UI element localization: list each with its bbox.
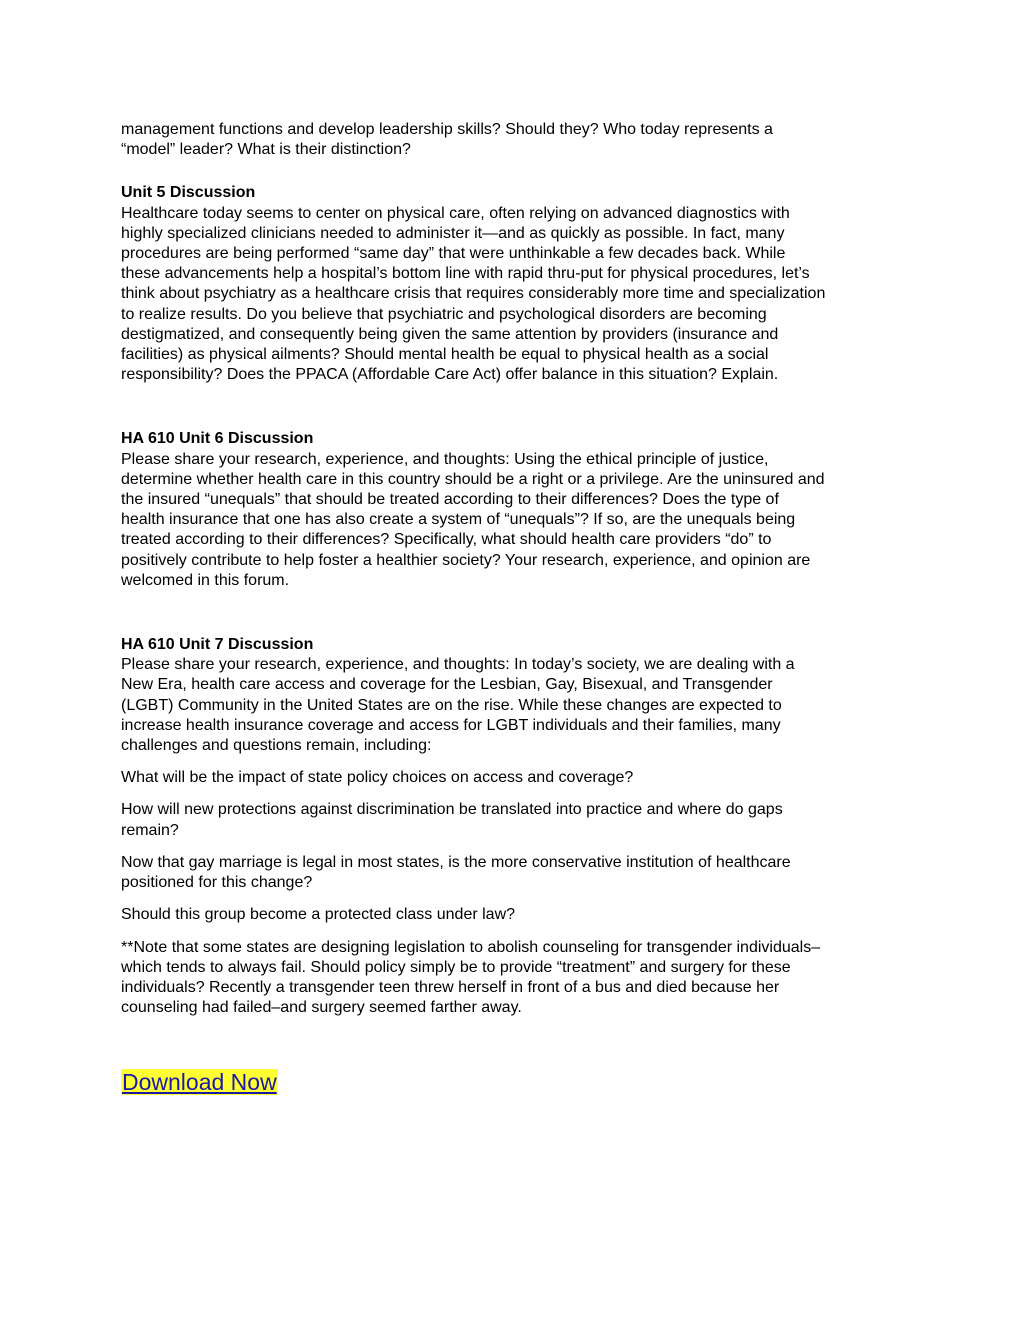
unit6-body: Please share your research, experience, and thoughts: Using the ethical principle of justice, determine whether health care in this country should be a right or a privilege. Are the uninsured and the insured “unequals” that should be treated according to their differences? Does the type of health insurance that one has also create a system of “unequals”? If so, are the unequals being treated according to their differences? Specifically, what should health care providers “do” to positively contribute to help foster a healthier society? Your research, experience, and opinion are welcomed in this forum. <box>121 450 825 589</box>
download-now-link[interactable]: Download Now <box>122 1069 277 1096</box>
unit7-section <box>121 635 911 1018</box>
unit7-question-3: Now that gay marriage is legal in most states, is the more conservative institution of healthcare positioned for this change? <box>121 853 791 892</box>
unit7-note: **Note that some states are designing legislation to abolish counseling for transgender individuals– which tends to always fail. Should policy simply be to provide “treatment” and surgery for these individuals? Recently a transgender teen threw herself in front of a bus and died because her counseling had failed–and surgery seemed farther away. <box>121 938 821 1017</box>
document-page <box>121 120 911 1096</box>
unit5-section <box>121 183 911 385</box>
unit5-heading: Unit 5 Discussion <box>121 184 256 202</box>
unit7-heading: HA 610 Unit 7 Discussion <box>121 636 314 654</box>
unit5-body: Healthcare today seems to center on physical care, often relying on advanced diagnostics with highly specialized clinicians needed to administer it—and as quickly as possible. In fact, many procedures are being performed “same day” that were unthinkable a few decades back. While these advancements help a hospital’s bottom line with rapid thru-put for physical procedures, let’s think about psychiatry as a healthcare crisis that requires considerably more time and specialization to realize results. Do you believe that psychiatric and psychological disorders are becoming destigmatized, and consequently being given the same attention by providers (insurance and facilities) as physical ailments? Should mental health be equal to physical health as a social responsibility? Does the PPACA (Affordable Care Act) offer balance in this situation? Explain. <box>121 204 826 384</box>
unit7-question-1: What will be the impact of state policy choices on access and coverage? <box>121 769 634 787</box>
intro-paragraph: management functions and develop leadership skills? Should they? Who today represents a “model” leader? What is their distinction? <box>121 121 773 159</box>
unit7-body: Please share your research, experience, and thoughts: In today’s society, we are dealing with a New Era, health care access and coverage for the Lesbian, Gay, Bisexual, and Transgender (LGBT) Community in the United States are on the rise. While these changes are expected to increase health insurance coverage and access for LGBT individuals and their families, many challenges and questions remain, including: <box>121 656 795 755</box>
unit7-question-2: How will new protections against discrimination be translated into practice and where do gaps remain? <box>121 801 783 839</box>
unit6-section <box>121 429 911 591</box>
download-container <box>121 1068 911 1096</box>
unit7-question-4: Should this group become a protected class under law? <box>121 906 516 924</box>
unit6-heading: HA 610 Unit 6 Discussion <box>121 430 314 448</box>
